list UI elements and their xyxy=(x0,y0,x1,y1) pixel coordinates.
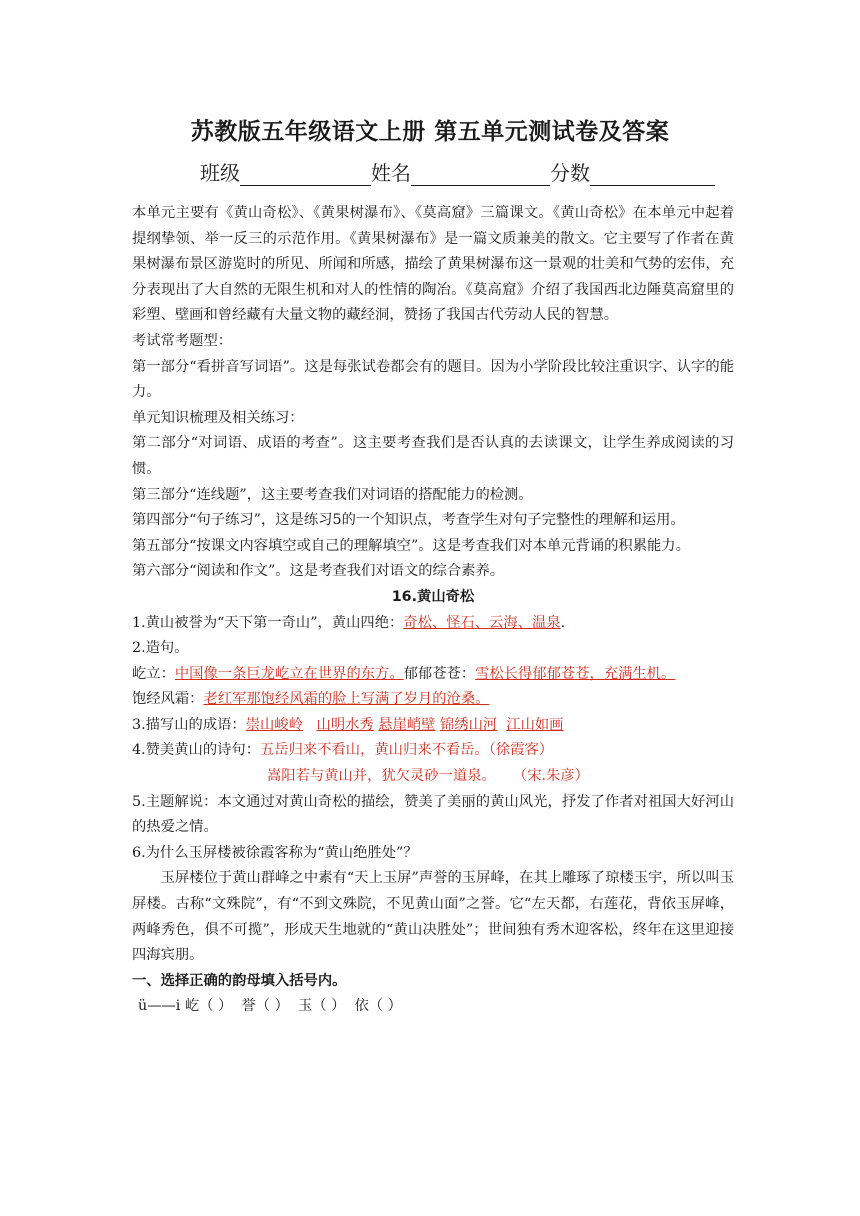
part1-text: 第一部分“看拼音写词语”。这是每张试卷都会有的题目。因为小学阶段比较注重识字、认字的能力。 xyxy=(132,358,734,401)
section-1-item-4[interactable]: 依（ ） xyxy=(354,998,402,1015)
q4-label: 4.赞美黄山的诗句： xyxy=(132,742,261,759)
part3-text: 第三部分“连线题”，这主要考查我们对词语的搭配能力的检测。 xyxy=(132,486,533,503)
section-1-row xyxy=(132,994,734,1020)
intro-paragraph: 本单元主要有《黄山奇松》、《黄果树瀑布》、《莫高窟》三篇课文。《黄山奇松》在本单元中起着提纲挚领、举一反三的示范作用。《黄果树瀑布》是一篇文质兼美的散文。它主要写了作者在黄果树瀑布景区游览时的所见、所闻和所感，描绘了黄果树瀑布这一景观的壮美和气势的宏伟，充分表现出了大自然的无限生机和对人的性情的陶冶。《莫高窟》介绍了我国西北边陲莫高窟里的彩塑、壁画和曾经藏有大量文物的藏经洞，赞扬了我国古代劳动人民的智慧。 xyxy=(132,205,734,324)
name-label: 姓名 xyxy=(371,161,411,185)
q2-word-3: 饱经风霜： xyxy=(132,691,204,708)
q1-end: . xyxy=(560,614,566,631)
score-label: 分数 xyxy=(550,161,590,185)
class-blank[interactable] xyxy=(240,165,371,186)
q3-answer-2: 山明水秀 xyxy=(316,716,374,733)
q1-text: 1.黄山被誉为“天下第一奇山”，黄山四绝： xyxy=(132,614,404,631)
q4-poem-2-author: （宋.朱彦） xyxy=(512,768,589,785)
section-1-title: 一、选择正确的韵母填入括号内。 xyxy=(132,972,347,989)
q1-answer: 奇松、怪石、云海、温泉 xyxy=(403,614,561,631)
q3-answer-5: 江山如画 xyxy=(506,716,564,733)
name-blank[interactable] xyxy=(411,165,550,186)
knowledge-label: 单元知识梳理及相关练习： xyxy=(132,409,304,426)
q6-answer: 玉屏楼位于黄山群峰之中素有“天上玉屏”声誉的玉屏峰，在其上雕琢了琼楼玉宇，所以叫玉屏楼。古称“文殊院”，有“不到文殊院，不见黄山面”之誉。它“左天都，右莲花，背依玉屏峰，两峰秀色，俱不可揽”，形成天生地就的“黄山决胜处”；世间独有秀木迎客松，终年在这里迎接四海宾朋。 xyxy=(132,870,734,964)
question-1 xyxy=(132,611,734,637)
q6-label: 6.为什么玉屏楼被徐霞客称为“黄山绝胜处”？ xyxy=(132,844,418,861)
exam-types-label: 考试常考题型： xyxy=(132,332,233,349)
section-1-item-2[interactable]: 誉（ ） xyxy=(241,998,289,1015)
q2-answer-3: 老红军那饱经风霜的脸上写满了岁月的沧桑。 xyxy=(203,691,490,708)
section-1-item-1[interactable]: 屹（ ） xyxy=(184,998,233,1015)
q2-word-2: 郁郁苍苍： xyxy=(403,665,476,682)
q4-poem-2: 嵩阳若与黄山并，犹欠灵砂一道泉。 xyxy=(267,768,496,785)
q2-sentence-row-2 xyxy=(132,687,734,713)
section-1-item-3[interactable]: 玉（ ） xyxy=(297,998,346,1015)
q2-answer-1: 中国像一条巨龙屹立在世界的东方。 xyxy=(174,665,404,682)
question-4 xyxy=(132,738,734,764)
section-1-prefix: ü——i xyxy=(138,998,181,1015)
part2-text: 第二部分“对词语、成语的考查”。这主要考查我们是否认真的去读课文，让学生养成阅读的习惯。 xyxy=(132,435,734,477)
student-info-row xyxy=(200,157,715,186)
part5-text: 第五部分“按课文内容填空或自己的理解填空”。这是考查我们对本单元背诵的积累能力。 xyxy=(132,537,690,554)
q3-answer-3: 悬崖峭壁 xyxy=(378,716,436,733)
class-label: 班级 xyxy=(200,161,240,185)
q2-word-1: 屹立： xyxy=(132,665,175,682)
question-5: 5.主题解说：本文通过对黄山奇松的描绘，赞美了美丽的黄山风光，抒发了作者对祖国大好河山的热爱之情。 xyxy=(132,793,734,836)
score-blank[interactable] xyxy=(590,165,715,186)
q3-label: 3.描写山的成语： xyxy=(132,716,246,733)
part4-text: 第四部分“句子练习”，这是练习5的一个知识点，考查学生对句子完整性的理解和运用。 xyxy=(132,512,685,529)
page-title: 苏教版五年级语文上册 第五单元测试卷及答案 xyxy=(190,119,670,145)
q2-answer-2: 雪松长得郁郁苍苍，充满生机。 xyxy=(475,665,676,682)
q3-answer-4: 锦绣山河 xyxy=(440,716,498,733)
q4-poem-2-row xyxy=(132,764,734,790)
q4-poem-1: 五岳归来不看山，黄山归来不看岳。（徐霞客） xyxy=(260,742,554,759)
question-3 xyxy=(132,713,734,739)
q3-answer-1: 崇山峻岭 xyxy=(245,716,303,733)
q2-label: 2.造句。 xyxy=(132,640,189,657)
document-body xyxy=(132,201,734,1020)
part6-text: 第六部分“阅读和作文”。这是考查我们对语文的综合素养。 xyxy=(132,563,505,580)
lesson-title: 16.黄山奇松 xyxy=(391,588,475,605)
q2-sentence-row-1 xyxy=(132,662,734,688)
